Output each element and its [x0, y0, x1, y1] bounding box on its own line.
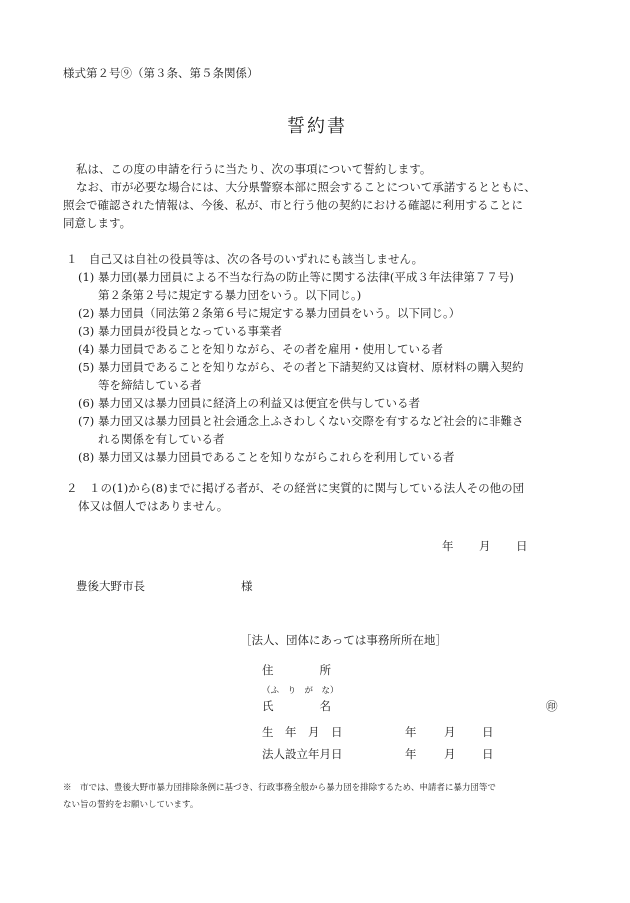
item-1-heading: １ 自己又は自社の役員等は、次の各号のいずれにも該当しません。	[66, 252, 424, 266]
birth-year: 年	[405, 725, 417, 739]
list-item: 第２条第２号に規定する暴力団をいう。以下同じ。)	[98, 288, 362, 302]
footnote-line: ない旨の誓約をお願いしています。	[63, 800, 199, 810]
seal-mark: ㊞	[546, 699, 558, 713]
list-item: (5) 暴力団員であることを知りながら、その者と下請契約又は資材、原材料の購入契約	[78, 360, 524, 374]
item-2-line: ２ １の(1)から(8)までに掲げる者が、その経営に実質的に関与している法人その他の団	[66, 481, 525, 495]
form-id: 様式第２号⑨（第３条、第５条関係）	[63, 66, 259, 80]
furigana-label: （ふ り が な）	[262, 686, 339, 696]
birth-date-label: 生 年 月 日	[262, 725, 343, 739]
list-item: (3) 暴力団員が役員となっている事業者	[78, 324, 282, 338]
list-item: 等を締結している者	[98, 378, 202, 392]
list-item: (2) 暴力団員（同法第２条第６号に規定する暴力団員をいう。以下同じ。）	[78, 306, 461, 320]
addressee-name: 豊後大野市長	[76, 579, 145, 593]
address-label: 住 所	[262, 663, 331, 677]
date-year: 年	[442, 539, 454, 553]
document-title: 誓約書	[287, 116, 347, 137]
addressee-honorific: 様	[241, 579, 253, 593]
list-item: (7) 暴力団又は暴力団員と社会通念上ふさわしくない交際を有するなど社会的に非難さ	[78, 414, 524, 428]
name-label: 氏 名	[262, 699, 331, 713]
list-item: (8) 暴力団又は暴力団員であることを知りながらこれらを利用している者	[78, 450, 455, 464]
list-item: (1) 暴力団(暴力団員による不当な行為の防止等に関する法律(平成３年法律第７７号)	[78, 270, 514, 284]
founded-day: 日	[482, 747, 494, 761]
founded-month: 月	[444, 747, 456, 761]
applicant-bracket-note: ［法人、団体にあっては事務所所在地］	[240, 633, 447, 647]
list-item: (6) 暴力団又は暴力団員に経済上の利益又は便宜を供与している者	[78, 396, 420, 410]
intro-line: なお、市が必要な場合には、大分県警察本部に照会することについて承諾するとともに、	[76, 180, 536, 194]
founded-date-label: 法人設立年月日	[262, 747, 343, 761]
footnote-line: ※ 市では、豊後大野市暴力団排除条例に基づき、行政事務全般から暴力団を排除するため、申請者に暴力団等で	[63, 783, 496, 793]
intro-line: 私は、この度の申請を行うに当たり、次の事項について誓約します。	[76, 162, 432, 176]
date-month: 月	[479, 539, 491, 553]
item-2-line: 体又は個人ではありません。	[78, 499, 229, 513]
date-day: 日	[516, 539, 528, 553]
intro-line: 照会で確認された情報は、今後、私が、市と行う他の契約における確認に利用することに	[63, 198, 523, 212]
list-item: (4) 暴力団員であることを知りながら、その者を雇用・使用している者	[78, 342, 443, 356]
birth-month: 月	[444, 725, 456, 739]
birth-day: 日	[482, 725, 494, 739]
founded-year: 年	[405, 747, 417, 761]
list-item: れる関係を有している者	[98, 432, 225, 446]
intro-line: 同意します。	[63, 216, 132, 230]
